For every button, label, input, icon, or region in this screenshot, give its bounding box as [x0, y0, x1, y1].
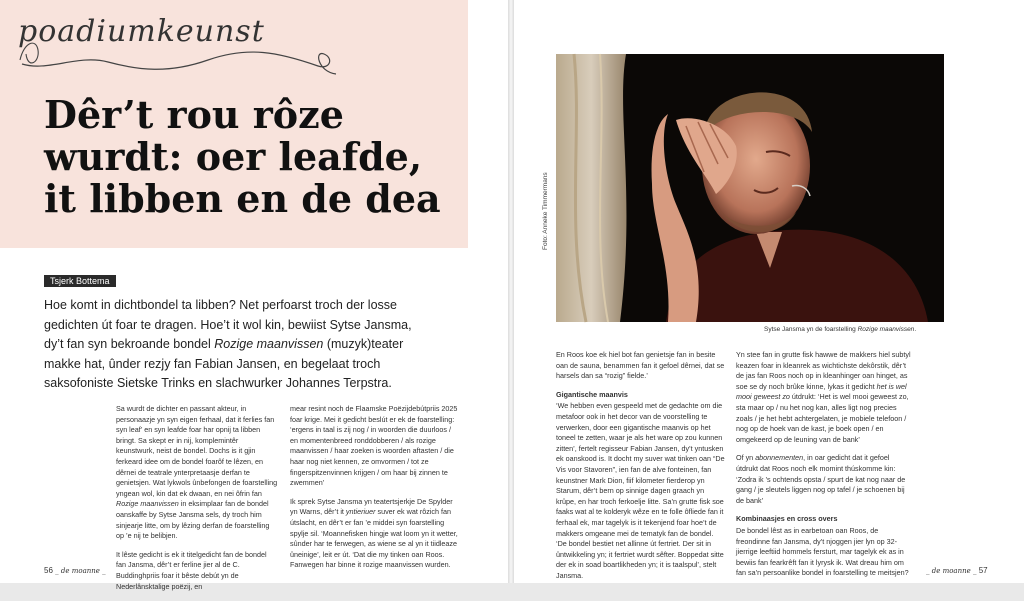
col4-paragraph-2: [736, 453, 912, 506]
col1-paragraph-1: [116, 404, 278, 542]
body-column-2: [290, 404, 458, 579]
col4-p2-end: , in oar gedicht dat it gefoel útdrukt dat Roos noch elk momint thúskomme kin: ‘Zodra ik ’s ochtends opsta / spurt de kat nog naar de gang / je sleutels liggen nog op tafel / je schoenen bij de bank’: [736, 453, 906, 505]
col3-paragraph-2: ‘We hebben even gespeeld met de gedachte om die metafoor ook in het decor van de voorstelling te verwerken, door een gigantische maanvis op het toneel te zetten, waar je als het ware op zou kunnen zitten’, fertelt regisseur Fabian Jansen, dy’t yntusken ek oanskood is. It docht my suver wat tinken oan “De Vis voor Stavoren”, ien fan de alve fonteinen, fan keunstner Mark Dion, fiif kilometer fierderop yn Starum, dêr’t bern op sinnige dagen graach yn krûpe, en har troch ferkoelje litte. Sa’n grutte fisk soe faaks wat al te kolderyk wêze en te folle ôfliede fan it ferhaal ek, mar tagelyk is it tekenjend foar hoe’t de makkers omgeane mei de tematyk fan de bondel. ‘De bondel bestiet net allinne út fertriet. Der sit in ûntwikkeling yn; it fertriet wurdt sêfter. Boppedat sitte der ek in soad boartlikheden yn; it is taalspul’, stelt Jansma.: [556, 401, 725, 580]
caption-text: Sytse Jansma yn de foarstelling: [764, 326, 858, 333]
lead-paragraph: [44, 296, 424, 394]
col2-p2-end: suver ek wat rôzich fan útslacht, en dêr’t er fan ’e middei syn foarstelling spylje sil. ‘Moannefisken hingje wat loom yn it wetter, sûnder har te ferwegen, as wiene se al yn it tiidleaze ûneinige’, leit er út. ‘Dat die my tinken oan Roos. Fanwegen har binne it rozige maanvissen wurden.: [290, 507, 458, 570]
headline-line-2: wurdt: oer leafde,: [44, 134, 423, 179]
col4-p1-end: útdrukt: ‘Het is wel mooi geweest zo, sta maar op / nu het nog kan, alles ligt nog precies zoals / je het hebt achtergelaten, je mobiele telefoon / nog op de hoek van de kast, je boek open / en omgekeerd op de leuning van de bank’: [736, 392, 909, 444]
page-folio-left: [44, 566, 106, 575]
author-byline: Tsjerk Bottema: [44, 275, 116, 287]
col2-p2-text: Ik sprek Sytse Jansma yn teatertsjerkje De Spylder yn Warns, dêr’t it: [290, 496, 453, 517]
lead-part-2: (muzyk)teater makke hat, ûnder rezjy fan Fabian Jansen, en begelaat troch saksofoniste Sietske Trinks en slachwurker Johannes Terpstra.: [44, 337, 404, 390]
col4-paragraph-1: [736, 350, 912, 445]
headline-line-1: Dêr’t rou rôze: [44, 92, 344, 137]
article-headline: [44, 94, 464, 220]
col2-paragraph-1: mear resint noch de Flaamske Poëzijdebútpriis 2025 foar krige. Mei it gedicht beslút er ek de foarstelling: ‘ergens in taal is zij nog / in woorden die duurloos / en momentenbreed ronddobberen / als rozige maanvissen / haar zoeken is woorden aftasten / die haar nog niet kennen, ze omvormen / tot ze fingerspitzenvinnen krijgen / om haar bij zinnen te zwemmen’: [290, 404, 458, 488]
left-page: [0, 0, 508, 591]
col1-p1-title: Rozige maanvissen: [116, 499, 179, 509]
col1-p1-text: Sa wurdt de dichter en passant akteur, in personaazje yn syn eigen ferhaal, dat it ferlies fan syn leaf’ en syn leafde foar har opnij ta libben bringt. Sa skept er in nij, komplemintêr keunstwurk, neist de bondel. Dochs is it gjin ferkeard idee om de bondel foarôf te lêzen, en dêrnei de teatrale ynterpretaasje derfan te genietsjen. Wat lykwols ûnbefongen de foarstelling yngean wol, kin dat ek dwaan, en nei ôfrin fan: [116, 404, 278, 498]
body-column-3: [556, 350, 726, 589]
magazine-name-left: _ de moanne _: [55, 567, 106, 575]
page-folio-right: [926, 566, 988, 575]
photo-caption: [764, 326, 916, 333]
subheading-gigantische-maanvis: Gigantische maanvis: [556, 389, 628, 399]
col4-p2-text: Of yn: [736, 453, 756, 463]
caption-title: Rozige maanvissen: [857, 326, 915, 333]
page-number-right: 57: [978, 566, 988, 575]
body-column-1: [116, 404, 278, 600]
body-column-4: [736, 350, 912, 587]
page-number-left: 56: [44, 566, 53, 575]
kicker-text: poadiumkeunst: [18, 14, 265, 49]
col1-paragraph-2: It lêste gedicht is ek it titelgedicht fan de bondel fan Jansma, dêr’t er ferline jier al de C. Buddinghpriis foar it bêste debút yn de Nederlânsktalige poëzij, en: [116, 549, 267, 591]
col1-p1-end: in eksimplaar fan de bondel oanskaffe by Sytse Jansma sels, dy troch him sinjearje litte, om by lêzing derfan de foarstelling op ’e nij te belibjen.: [116, 499, 270, 541]
caption-end: .: [914, 326, 917, 333]
photo-credit: Foto: Anneke Timmermans: [542, 172, 549, 250]
performer-photo: [556, 54, 944, 322]
col4-paragraph-3: De bondel lêst as in earbetoan oan Roos, de freondinne fan Jansma, dy’t njoggen jier lyn op 32-jierrige leeftiid hommels fersturt, mar tagelyk ek as in bewiis fan fearkrêft fan it lyrysk ik. Wat dreau him om fan sa’n persoanlike bondel in foarstelling te meitsjen?: [736, 525, 909, 578]
col2-p2-em: yntieriuer: [345, 507, 376, 517]
lead-part-1: Hoe komt in dichtbondel ta libben? Net perfoarst troch der losse gedichten út foar te dragen. Hoe’t it wol kin, bewiist Sytse Jansma, dy’t fan syn bekroande bondel: [44, 298, 412, 351]
subheading-kombinaasjes: Kombinaasjes en cross overs: [736, 514, 838, 524]
magazine-name-right: _ de moanne _: [926, 567, 977, 575]
col2-paragraph-2: [290, 497, 458, 571]
col4-p1-em: het is wel mooi geweest zo: [736, 381, 907, 402]
photo-illustration: [556, 54, 944, 322]
col4-p1-text: Yn stee fan in grutte fisk hawwe de makkers hiel subtyl keazen foar in kleanrek as wichtichste dekôrstik, dêr’t de jas fan Roos noch op in kleanhinger oan hinget, as soe se dy noch brûke kinne, lykas it gedicht: [736, 350, 911, 391]
section-kicker: [18, 14, 338, 86]
col4-p2-em: abonnementen: [755, 453, 804, 463]
lead-book-title: Rozige maanvissen: [214, 337, 324, 351]
right-page: [514, 0, 1024, 583]
col3-paragraph-1: En Roos koe ek hiel bot fan genietsje fan in besite oan de sauna, benammen fan it gefoel dêrnei, dat se harsels dan sa “rozig” fielde.’: [556, 350, 725, 381]
headline-line-3: it libben en de dea: [44, 176, 441, 221]
